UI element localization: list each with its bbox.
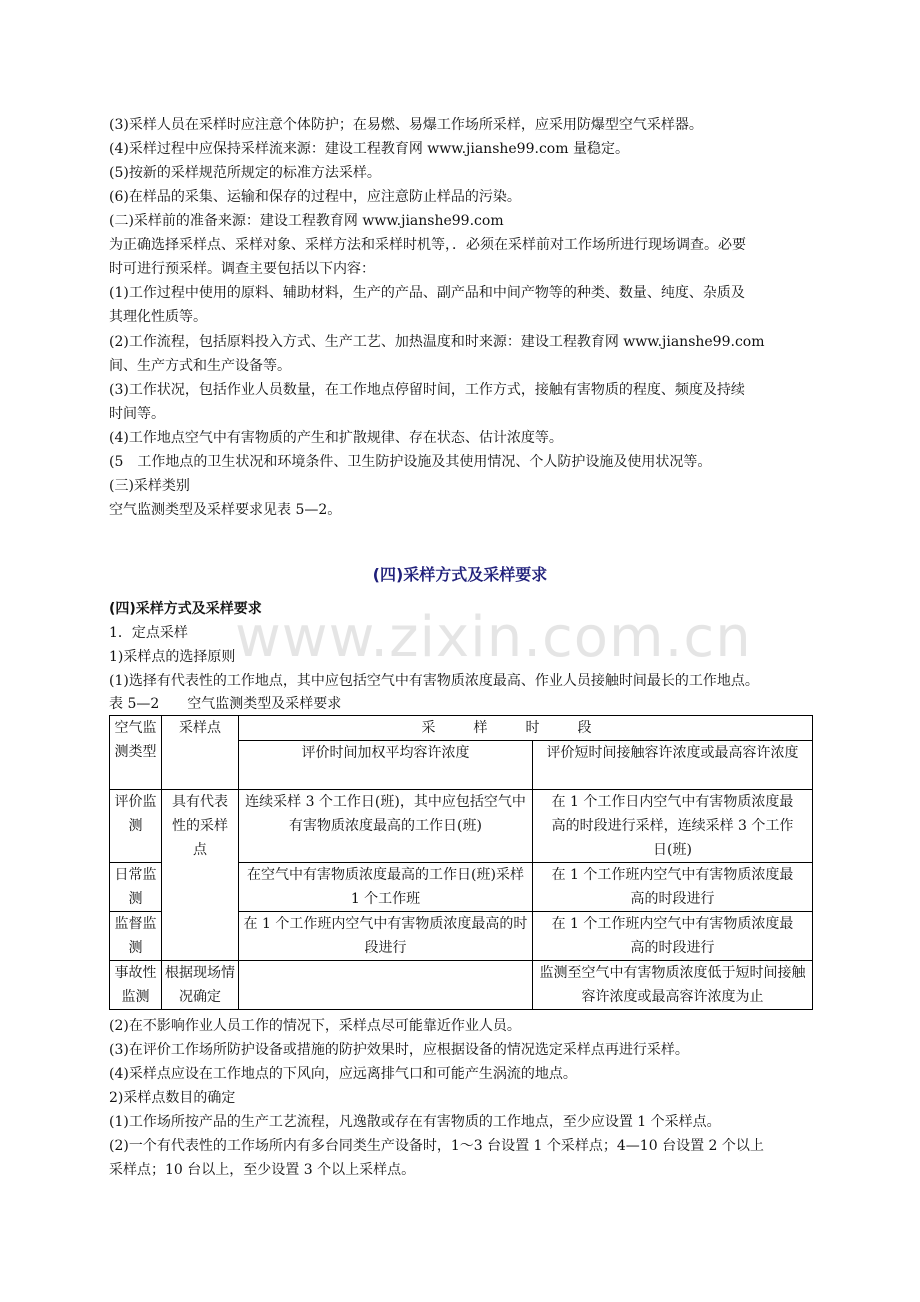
paragraph-line: 采样点；10 台以上，至少设置 3 个以上采样点。 xyxy=(109,1162,416,1178)
cell-type: 事故性监测 xyxy=(110,961,162,1010)
paragraph-line: (6)在样品的采集、运输和保存的过程中，应注意防止样品的污染。 xyxy=(109,189,521,205)
paragraph-line: 时间等。 xyxy=(109,406,165,422)
paragraph-line: (4)采样过程中应保持采样流来源：建设工程教育网 www.jianshe99.com 量稳定。 xyxy=(109,141,629,157)
table-row xyxy=(110,790,813,863)
paragraph-line: 间、生产方式和生产设备等。 xyxy=(109,358,291,374)
header-cell-period xyxy=(239,716,813,741)
cell-type: 评价监测 xyxy=(110,790,162,863)
paragraph-line: (4)采样点应设在工作地点的下风向，应远离排气口和可能产生涡流的地点。 xyxy=(109,1066,577,1082)
cell-stel: 在 1 个工作日内空气中有害物质浓度最高的时段进行采样，连续采样 3 个工作日(班) xyxy=(533,790,813,863)
sampling-requirements-table xyxy=(109,715,813,1010)
cell-type: 监督监测 xyxy=(110,912,162,961)
paragraph-line: (二)采样前的准备来源：建设工程教育网 www.jianshe99.com xyxy=(109,213,504,229)
paragraph-line: (5 工作地点的卫生状况和环境条件、卫生防护设施及其使用情况、个人防护设施及使用状况等。 xyxy=(109,454,712,470)
paragraph-line: (4)工作地点空气中有害物质的产生和扩散规律、存在状态、估计浓度等。 xyxy=(109,430,563,446)
paragraph-line: 2)采样点数目的确定 xyxy=(109,1090,236,1106)
cell-stel: 在 1 个工作班内空气中有害物质浓度最高的时段进行 xyxy=(533,863,813,912)
paragraph-line: 为正确选择采样点、采样对象、采样方法和采样时机等，．必须在采样前对工作场所进行现场调查。必要 xyxy=(109,237,746,253)
section-subheading: (四)采样方式及采样要求 xyxy=(109,601,262,617)
watermark: www.zixin.com.cn xyxy=(235,605,752,670)
paragraph-line: 时可进行预采样。调查主要包括以下内容： xyxy=(109,261,375,277)
table-header-row xyxy=(110,716,813,741)
paragraph-line: (3)在评价工作场所防护设备或措施的防护效果时，应根据设备的情况选定采样点再进行采样。 xyxy=(109,1042,689,1058)
paragraph-line: (2)在不影响作业人员工作的情况下，采样点尽可能靠近作业人员。 xyxy=(109,1018,521,1034)
paragraph-line: (1)工作过程中使用的原料、辅助材料，生产的产品、副产品和中间产物等的种类、数量、纯度、杂质及 xyxy=(109,285,745,301)
cell-twa: 在空气中有害物质浓度最高的工作日(班)采样 1 个工作班 xyxy=(239,863,533,912)
paragraph-line: (1)选择有代表性的工作地点，其中应包括空气中有害物质浓度最高、作业人员接触时间最长的工作地点。 xyxy=(109,673,759,689)
table-row xyxy=(110,961,813,1010)
paragraph-line: (3)采样人员在采样时应注意个体防护；在易燃、易爆工作场所采样，应采用防爆型空气采样器。 xyxy=(109,117,703,133)
cell-stel: 监测至空气中有害物质浓度低于短时间接触容许浓度或最高容许浓度为止 xyxy=(533,961,813,1010)
cell-point-representative: 具有代表性的采样点 xyxy=(162,790,239,961)
paragraph-line: 1．定点采样 xyxy=(109,625,188,641)
section-heading: (四)采样方式及采样要求 xyxy=(372,565,548,584)
table-caption: 表 5—2 空气监测类型及采样要求 xyxy=(109,696,342,712)
paragraph-line: (5)按新的采样规范所规定的标准方法采样。 xyxy=(109,165,381,181)
cell-point-accident: 根据现场情况确定 xyxy=(162,961,239,1010)
paragraph-line: 1)采样点的选择原则 xyxy=(109,649,236,665)
paragraph-line: 其理化性质等。 xyxy=(109,309,207,325)
header-cell-point: 采样点 xyxy=(162,716,239,790)
paragraph-line: (3)工作状况，包括作业人员数量，在工作地点停留时间，工作方式，接触有害物质的程度、频度及持续 xyxy=(109,382,745,398)
header-period-text: 采样时段 xyxy=(421,720,630,736)
cell-stel: 在 1 个工作班内空气中有害物质浓度最高的时段进行 xyxy=(533,912,813,961)
cell-type: 日常监测 xyxy=(110,863,162,912)
header-cell-type: 空气监测类型 xyxy=(110,716,162,790)
cell-twa: 在 1 个工作班内空气中有害物质浓度最高的时段进行 xyxy=(239,912,533,961)
cell-twa: 连续采样 3 个工作日(班)，其中应包括空气中有害物质浓度最高的工作日(班) xyxy=(239,790,533,863)
paragraph-line: (2)一个有代表性的工作场所内有多台同类生产设备时，1～3 台设置 1 个采样点；4—10 台设置 2 个以上 xyxy=(109,1138,764,1154)
header-cell-stel: 评价短时间接触容许浓度或最高容许浓度 xyxy=(533,741,813,790)
paragraph-line: (三)采样类别 xyxy=(109,478,190,494)
paragraph-line: 空气监测类型及采样要求见表 5—2。 xyxy=(109,502,342,518)
header-cell-twa: 评价时间加权平均容许浓度 xyxy=(239,741,533,790)
cell-twa xyxy=(239,961,533,1010)
paragraph-line: (1)工作场所按产品的生产工艺流程，凡逸散或存在有害物质的工作地点，至少应设置 1 个采样点。 xyxy=(109,1114,721,1130)
paragraph-line: (2)工作流程，包括原料投入方式、生产工艺、加热温度和时来源：建设工程教育网 www.jianshe99.com xyxy=(109,334,765,350)
